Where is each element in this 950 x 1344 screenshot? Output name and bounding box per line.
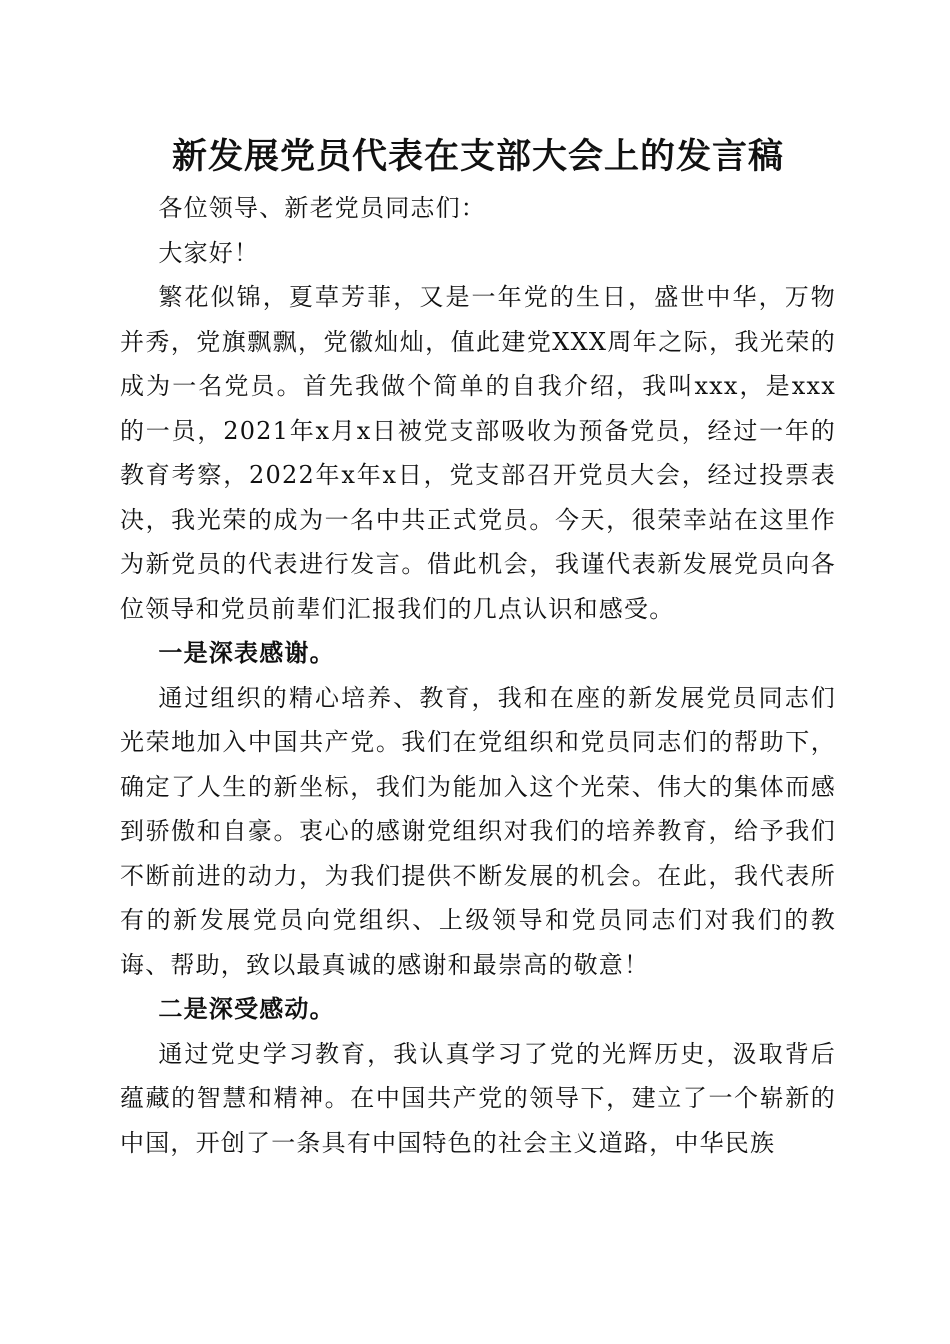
gratitude-paragraph: 通过组织的精心培养、教育，我和在座的新发展党员同志们光荣地加入中国共产党。我们在党组织和党员同志们的帮助下，确定了人生的新坐标，我们为能加入这个光荣、伟大的集体而感到骄傲和自豪。衷心的感谢党组织对我们的培养教育，给予我们不断前进的动力，为我们提供不断发展的机会。在此，我代表所有的新发展党员向党组织、上级领导和党员同志们对我们的教诲、帮助，致以最真诚的感谢和最崇高的敬意！	[120, 683, 836, 979]
history-study-paragraph: 通过党史学习教育，我认真学习了党的光辉历史，汲取背后蕴藏的智慧和精神。在中国共产党的领导下，建立了一个崭新的中国，开创了一条具有中国特色的社会主义道路，中华民族	[120, 1039, 836, 1157]
document-page	[120, 128, 836, 1165]
section-heading-moved: 二是深受感动。	[158, 994, 335, 1023]
salutation-paragraph: 各位领导、新老党员同志们：	[158, 194, 486, 222]
document-title: 新发展党员代表在支部大会上的发言稿	[171, 136, 784, 177]
greeting-paragraph: 大家好！	[158, 238, 260, 267]
introduction-paragraph: 繁花似锦，夏草芳菲，又是一年党的生日，盛世中华，万物并秀，党旗飘飘，党徽灿灿，值此建党XXX周年之际，我光荣的成为一名党员。首先我做个简单的自我介绍，我叫xxx，是xxx的一员，2021年x月x日被党支部吸收为预备党员，经过一年的教育考察，2022年x年x日，党支部召开党员大会，经过投票表决，我光荣的成为一名中共正式党员。今天，很荣幸站在这里作为新党员的代表进行发言。借此机会，我谨代表新发展党员向各位领导和党员前辈们汇报我们的几点认识和感受。	[120, 283, 836, 623]
section-heading-gratitude: 一是深表感谢。	[158, 638, 335, 667]
